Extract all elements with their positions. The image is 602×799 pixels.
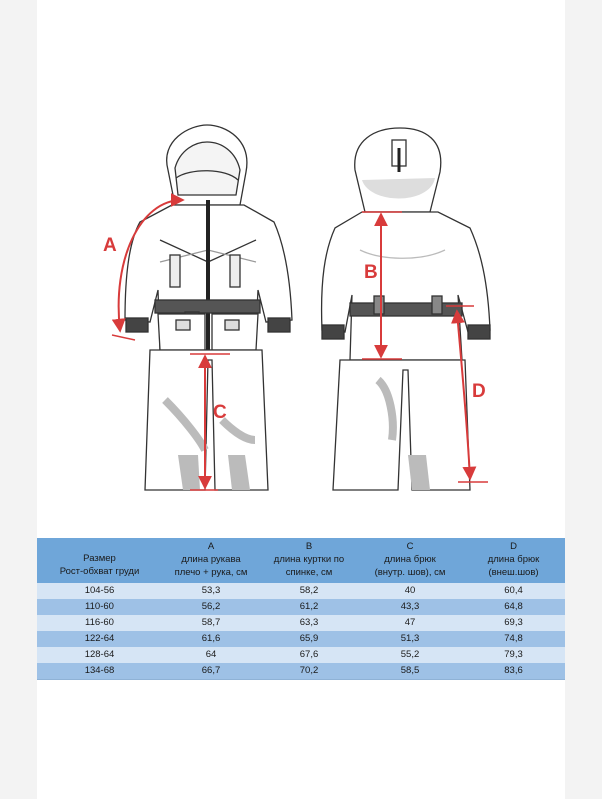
header-letter: D	[510, 541, 517, 552]
table-row	[37, 663, 565, 680]
table-row	[37, 647, 565, 663]
table-row	[37, 583, 565, 599]
cell-c: 55,2	[358, 647, 462, 663]
cell-size: 128-64	[37, 647, 162, 663]
label-b: B	[364, 262, 378, 283]
header-size-line1: Размер	[83, 552, 116, 564]
cell-size: 104-56	[37, 583, 162, 599]
header-line: (внеш.шов)	[488, 567, 539, 578]
cell-size: 122-64	[37, 631, 162, 647]
cell-size: 134-68	[37, 663, 162, 680]
header-size	[37, 538, 162, 583]
size-chart-table	[37, 538, 565, 680]
cell-d: 79,3	[462, 647, 565, 663]
cell-b: 61,2	[260, 599, 358, 615]
cell-d: 64,8	[462, 599, 565, 615]
header-col-c	[358, 538, 462, 583]
cell-a: 53,3	[162, 583, 260, 599]
label-a: A	[103, 235, 117, 256]
cell-c: 43,3	[358, 599, 462, 615]
cell-a: 56,2	[162, 599, 260, 615]
cell-b: 67,6	[260, 647, 358, 663]
cell-c: 58,5	[358, 663, 462, 680]
header-col-b	[260, 538, 358, 583]
cell-a: 58,7	[162, 615, 260, 631]
cell-b: 58,2	[260, 583, 358, 599]
header-line: спинке, см	[285, 567, 333, 578]
header-col-a	[162, 538, 260, 583]
table-row	[37, 615, 565, 631]
header-size-line2: Рост-обхват груди	[59, 565, 140, 577]
cell-d: 83,6	[462, 663, 565, 680]
cell-c: 51,3	[358, 631, 462, 647]
cell-size: 116-60	[37, 615, 162, 631]
header-letter: B	[305, 541, 313, 552]
cell-d: 60,4	[462, 583, 565, 599]
cell-a: 64	[162, 647, 260, 663]
label-d: D	[472, 381, 486, 402]
cell-d: 69,3	[462, 615, 565, 631]
front-view-drawing	[125, 125, 292, 490]
cell-b: 63,3	[260, 615, 358, 631]
label-c: C	[213, 402, 227, 423]
table-row	[37, 599, 565, 615]
table-header-row	[37, 538, 565, 583]
header-letter: C	[406, 541, 414, 552]
header-line: длина брюк	[487, 554, 540, 565]
header-letter: A	[207, 541, 215, 552]
back-view-drawing	[322, 128, 490, 490]
cell-c: 40	[358, 583, 462, 599]
cell-d: 74,8	[462, 631, 565, 647]
cell-size: 110-60	[37, 599, 162, 615]
header-line: (внутр. шов), см	[374, 567, 446, 578]
header-line: плечо + рука, см	[174, 567, 248, 578]
cell-c: 47	[358, 615, 462, 631]
cell-a: 61,6	[162, 631, 260, 647]
header-col-d	[462, 538, 565, 583]
cell-b: 70,2	[260, 663, 358, 680]
cell-b: 65,9	[260, 631, 358, 647]
cell-a: 66,7	[162, 663, 260, 680]
header-line: длина куртки по	[273, 554, 345, 565]
header-line: длина брюк	[384, 554, 436, 565]
header-line: длина рукава	[181, 554, 241, 565]
table-row	[37, 631, 565, 647]
